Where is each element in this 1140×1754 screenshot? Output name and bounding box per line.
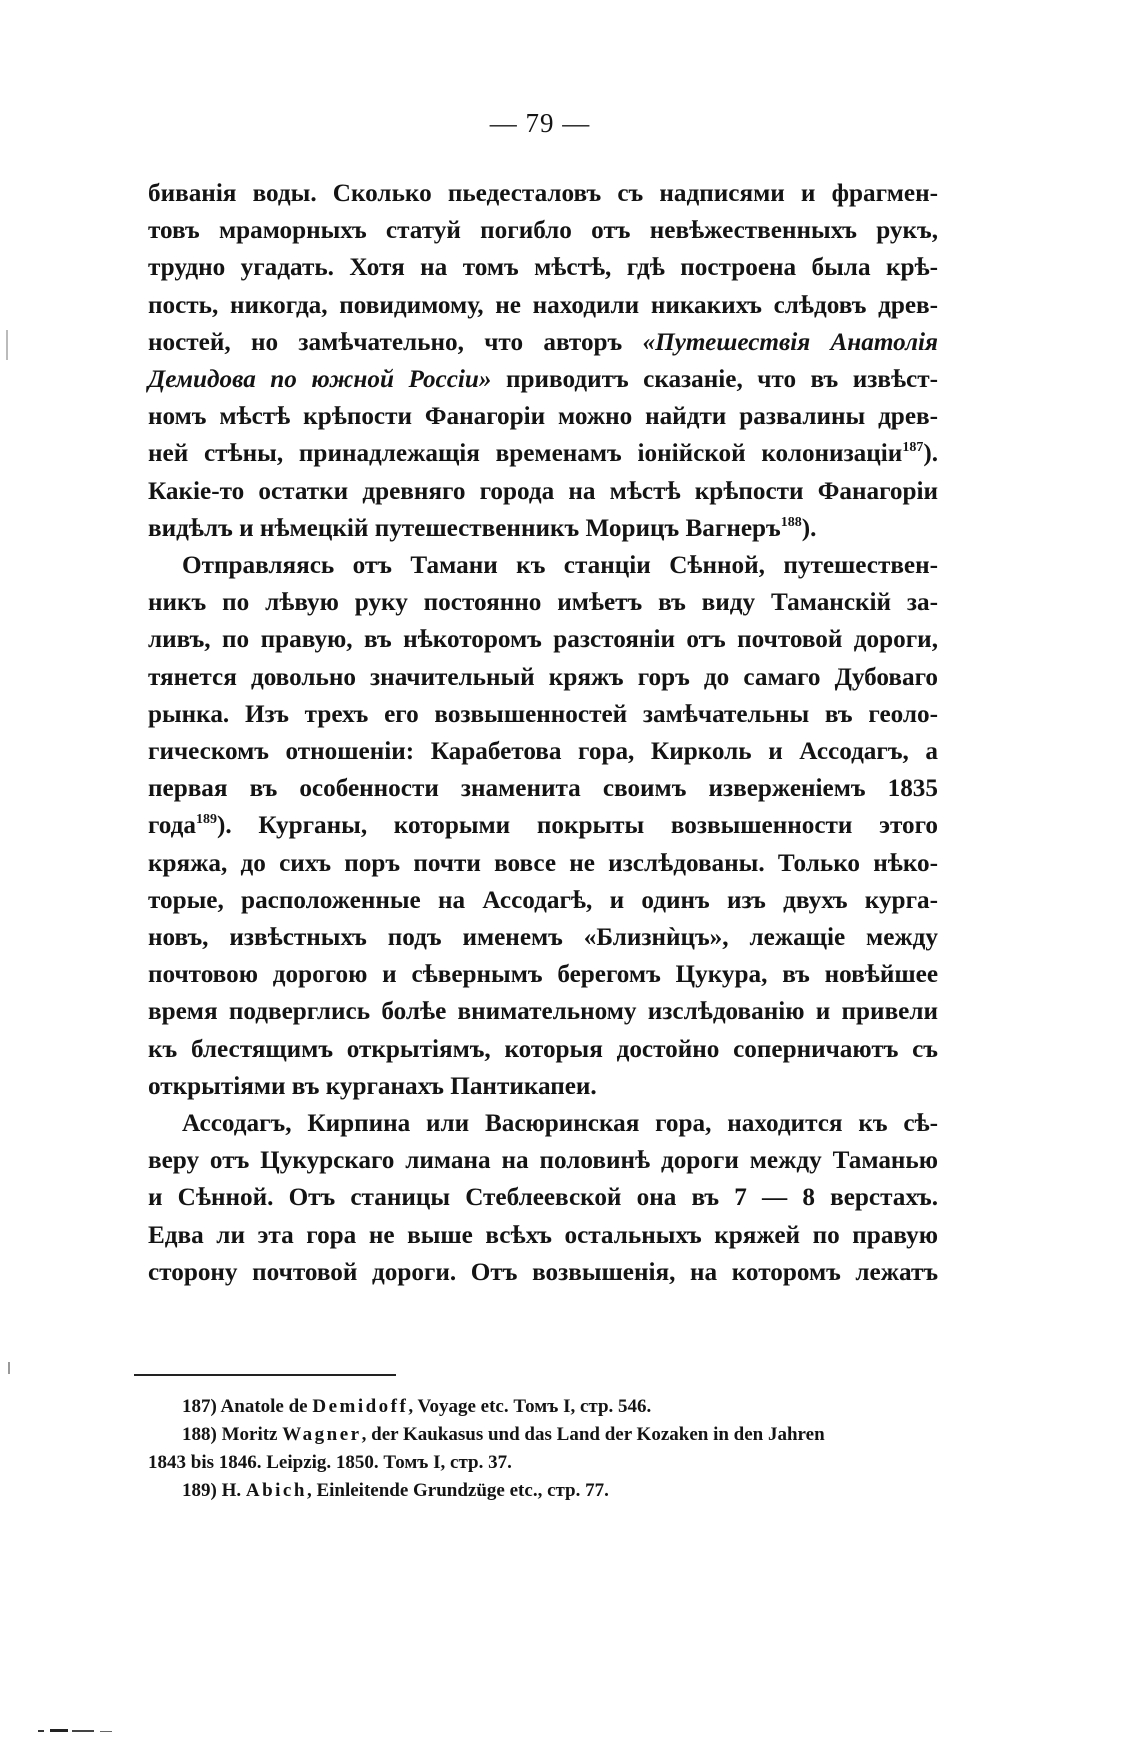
text-line — [148, 324, 938, 361]
scan-artifact — [30, 1728, 130, 1734]
text-line — [148, 807, 938, 844]
footnote-188-continued: 1843 bis 1846. Leipzig. 1850. Томъ I, стр. 37. — [148, 1452, 512, 1473]
text-line: никъ по лѣвую руку постоянно имѣетъ въ виду Таманскій за- — [148, 589, 938, 617]
text-segment: , Einleitende Grundzüge etc., стр. 77. — [306, 1480, 609, 1501]
text-line: къ блестящимъ открытіямъ, которыя достойно соперничаютъ съ — [148, 1035, 938, 1063]
margin-mark — [8, 1362, 10, 1374]
page-number: — 79 — — [489, 108, 591, 138]
author-name: Wagner — [282, 1424, 362, 1445]
text-line: рынка. Изъ трехъ его возвышенностей замѣчательны въ геоло- — [148, 700, 938, 728]
text-line: Отправляясь отъ Тамани къ станціи Сѣнной, путешествен- — [182, 552, 938, 580]
italic-title: Демидова по южной Россіи» — [148, 366, 492, 394]
footnote-187 — [148, 1393, 938, 1421]
footnote-188 — [148, 1421, 938, 1449]
body-text — [148, 175, 938, 1291]
text-line: открытіями въ курганахъ Пантикапеи. — [148, 1072, 597, 1100]
text-segment: года — [148, 812, 197, 840]
author-name: Demidoff — [312, 1396, 409, 1417]
text-line: первая въ особенности знаменита своимъ изверженіемъ 1835 — [148, 775, 938, 803]
text-segment: ). — [923, 440, 938, 468]
text-line: и Сѣнной. Отъ станицы Стеблеевской она въ 7 — 8 верстахъ. — [148, 1184, 938, 1212]
text-segment: видѣлъ и нѣмецкій путешественникъ Морицъ Вагнеръ — [148, 514, 781, 542]
text-line: тянется довольно значительный кряжъ горъ до самаго Дубоваго — [148, 663, 938, 691]
paragraph-2 — [148, 547, 938, 1105]
text-segment: приводитъ сказаніе, что въ извѣст- — [491, 366, 938, 394]
text-segment: 187) Anatole de — [182, 1396, 313, 1417]
text-line: торые, расположенные на Ассодагѣ, и одинъ изъ двухъ курга- — [148, 886, 938, 914]
text-line: биванія воды. Сколько пьедесталовъ съ надписями и фрагмен- — [148, 180, 938, 207]
text-line: веру отъ Цукурскаго лимана на половинѣ дороги между Таманью — [148, 1147, 938, 1175]
text-line: трудно угадать. Хотя на томъ мѣстѣ, гдѣ построена была крѣ- — [148, 254, 938, 282]
footnote-divider — [134, 1374, 396, 1376]
text-segment: ). — [801, 514, 817, 542]
footnotes — [148, 1393, 938, 1505]
footnote-ref: 189 — [196, 812, 218, 828]
text-line — [148, 361, 938, 398]
text-line — [148, 435, 938, 472]
text-segment: 188) Moritz — [182, 1424, 283, 1445]
paragraph-3 — [148, 1105, 938, 1291]
text-line: новъ, извѣстныхъ подъ именемъ «Близнѝцъ», лежащіе между — [148, 924, 938, 952]
text-line: Какіе-то остатки древняго города на мѣстѣ крѣпости Фанагоріи — [148, 477, 938, 505]
text-line: ливъ, по правую, въ нѣкоторомъ разстояніи отъ почтовой дороги, — [148, 626, 938, 654]
text-line: товъ мраморныхъ статуй погибло отъ невѣжественныхъ рукъ, — [148, 217, 938, 245]
text-segment: ней стѣны, принадлежащія временамъ іонійской колонизаціи — [148, 440, 903, 468]
footnote-189 — [148, 1477, 938, 1505]
text-line: время подверглись болѣе внимательному изслѣдованію и привели — [148, 998, 938, 1026]
footnote-ref: 188 — [780, 514, 802, 530]
text-segment: , Voyage etc. Томъ I, стр. 546. — [408, 1396, 652, 1417]
text-line: сторону почтовой дороги. Отъ возвышенія, на которомъ лежатъ — [148, 1258, 938, 1286]
text-line: Ассодагъ, Кирпина или Васюринская гора, находится къ сѣ- — [182, 1110, 938, 1138]
text-segment: ностей, но замѣчательно, что авторъ — [148, 328, 643, 356]
margin-mark — [6, 330, 8, 360]
text-line: почтовою дорогою и сѣвернымъ берегомъ Цукура, въ новѣйшее — [148, 961, 938, 989]
footnote-ref: 187 — [902, 440, 924, 456]
author-name: Abich — [245, 1480, 307, 1501]
text-line — [148, 510, 938, 547]
text-line: гическомъ отношеніи: Карабетова гора, Кирколь и Ассодагъ, а — [148, 738, 938, 766]
text-segment: 189) H. — [182, 1480, 246, 1501]
paragraph-1 — [148, 175, 938, 547]
text-line: Едва ли эта гора не выше всѣхъ остальныхъ кряжей по правую — [148, 1221, 938, 1249]
italic-title: «Путешествія Анатолія — [642, 328, 938, 356]
text-segment: , der Kaukasus und das Land der Kozaken in den Jahren — [361, 1424, 825, 1445]
text-line: кряжа, до сихъ поръ почти вовсе не изслѣдованы. Только нѣко- — [148, 849, 938, 877]
text-line: номъ мѣстѣ крѣпости Фанагоріи можно найдти развалины древ- — [148, 403, 938, 431]
text-segment: ). Курганы, которыми покрыты возвышенности этого — [217, 812, 938, 840]
text-line: пость, никогда, повидимому, не находили никакихъ слѣдовъ древ- — [148, 291, 938, 319]
